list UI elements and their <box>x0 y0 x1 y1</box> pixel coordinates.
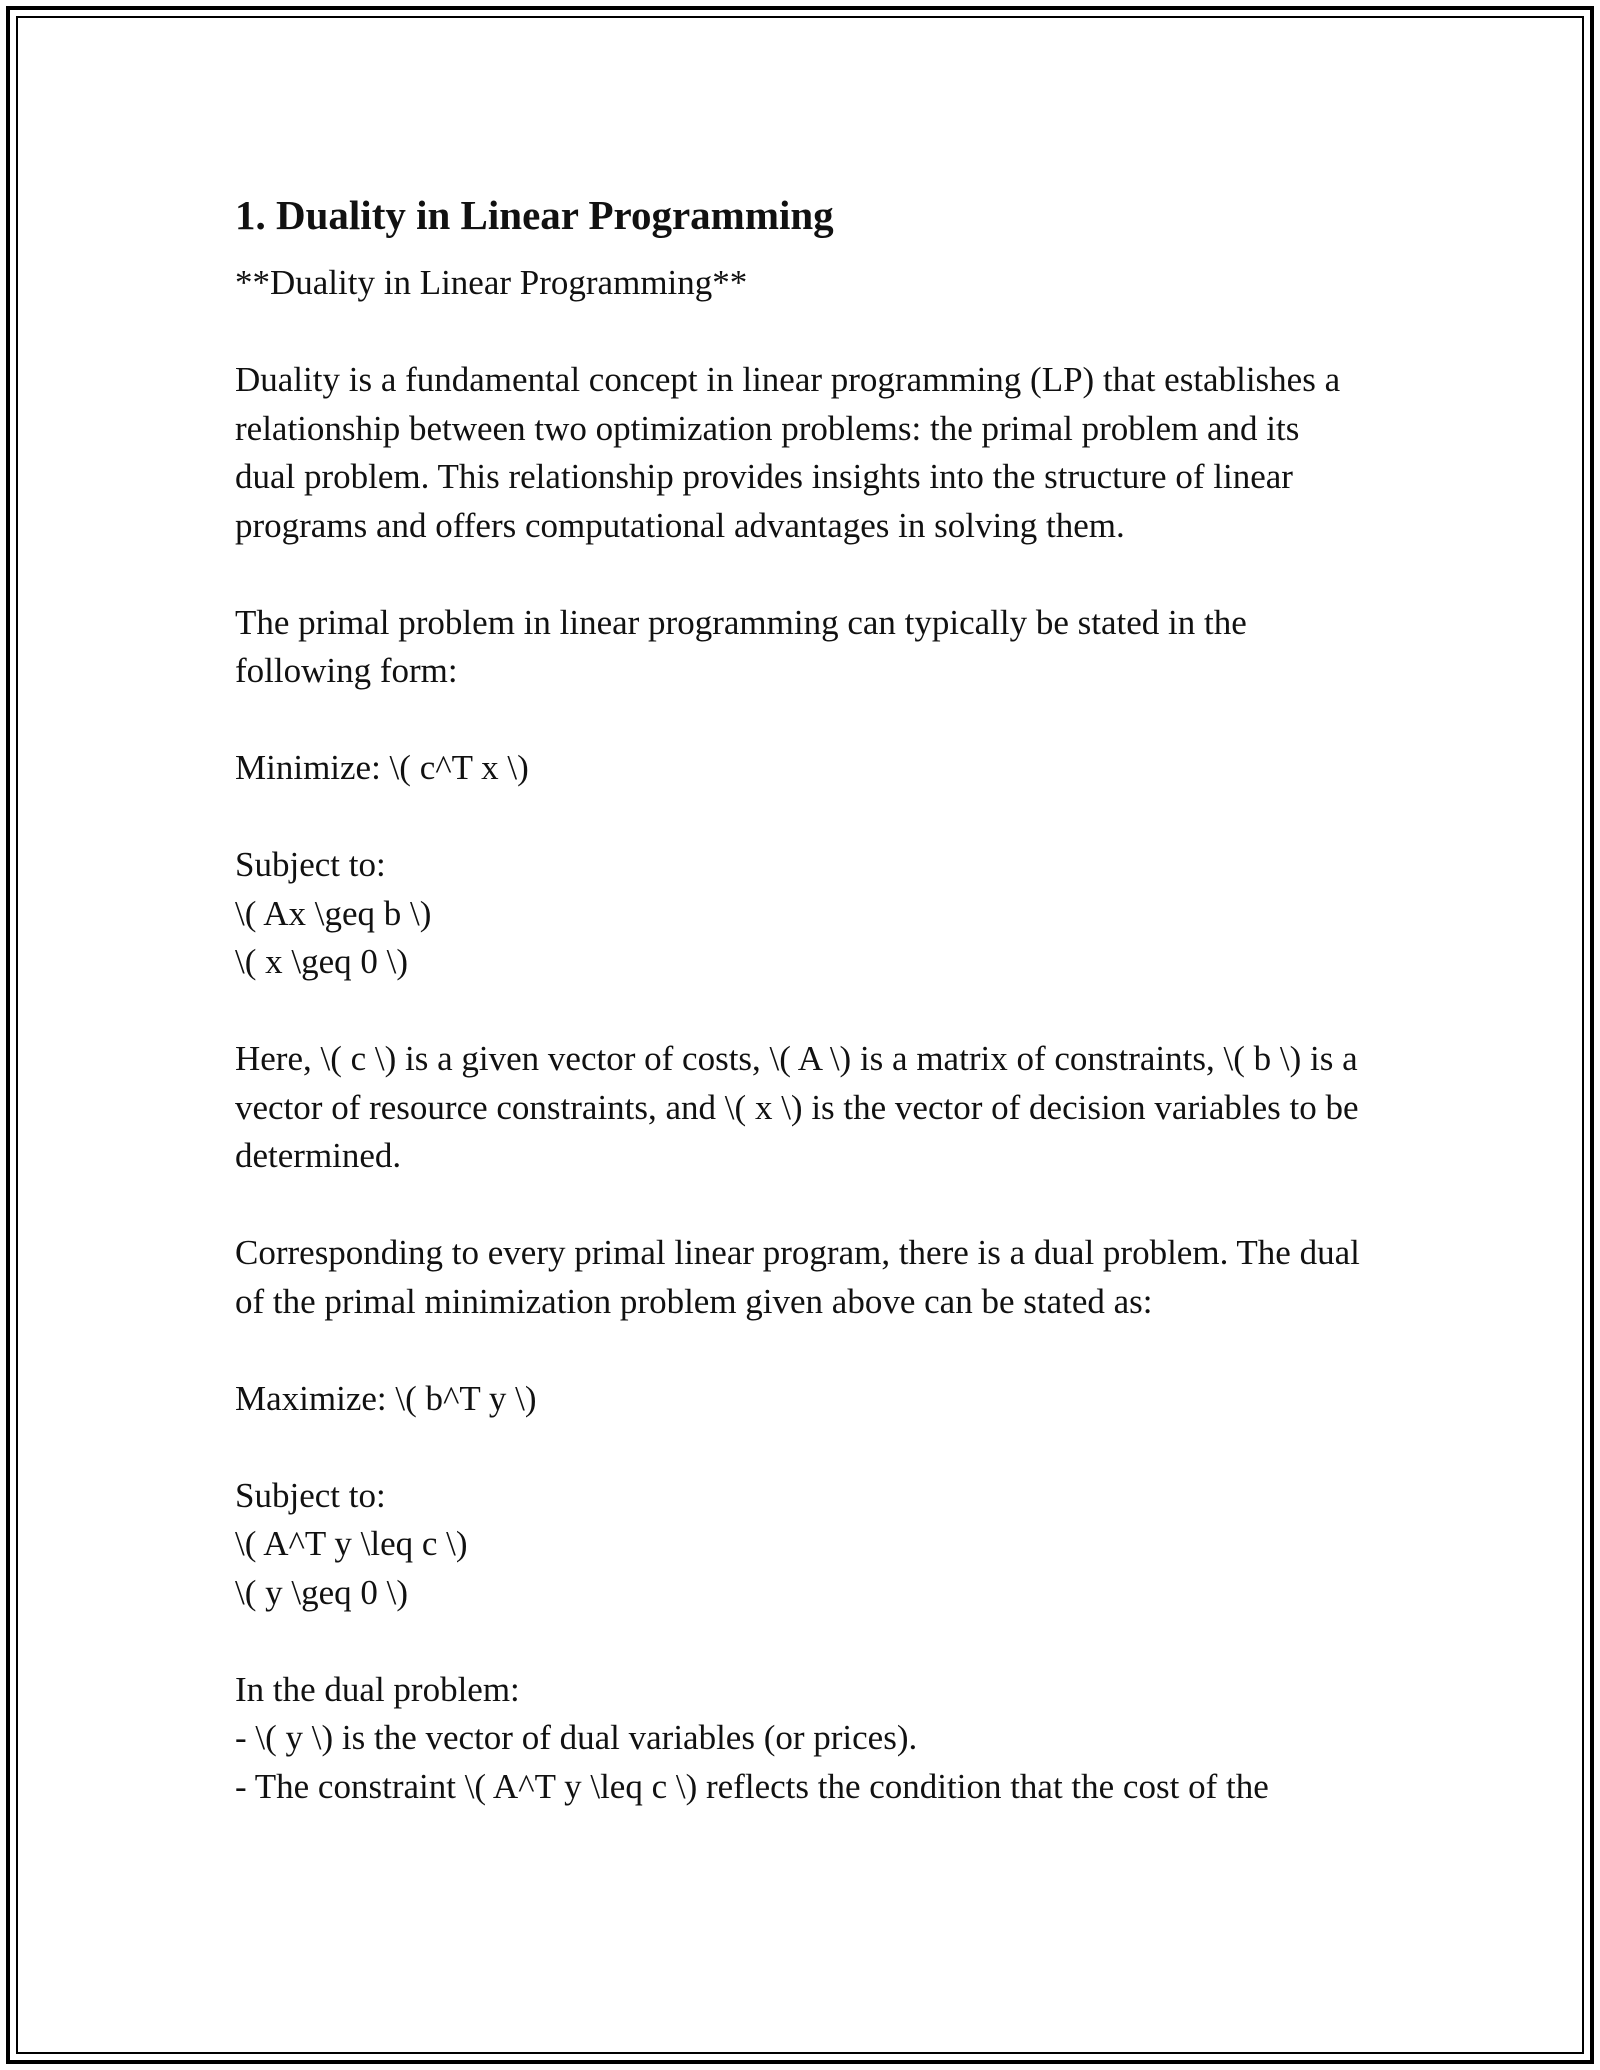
section-heading: 1. Duality in Linear Programming <box>235 192 834 238</box>
bold-subtitle: **Duality in Linear Programming** <box>235 263 748 302</box>
dual-constraints: Subject to: \( A^T y \leq c \) \( y \geq 0 \) <box>235 1475 468 1612</box>
primal-objective: Minimize: \( c^T x \) <box>235 748 529 787</box>
intro-paragraph: Duality is a fundamental concept in linear programming (LP) that establishes a relationship between two optimization problems: the primal problem and its dual problem. This relationship provides insights into the structure of linear programs and offers computational advantages in solving them. <box>235 360 1349 545</box>
primal-constraints: Subject to: \( Ax \geq b \) \( x \geq 0 \) <box>235 845 432 981</box>
primal-intro-paragraph: The primal problem in linear programming can typically be stated in the following form: <box>235 602 1256 690</box>
dual-notes: In the dual problem: - \( y \) is the vector of dual variables (or prices). - The constraint \( A^T y \leq c \) reflects the condition that the cost of the <box>235 1669 1269 1806</box>
dual-intro-paragraph: Corresponding to every primal linear program, there is a dual problem. The dual of the primal minimization problem given above can be stated as: <box>235 1233 1369 1321</box>
document-body <box>235 183 1369 1811</box>
primal-explanation-paragraph: Here, \( c \) is a given vector of costs, \( A \) is a matrix of constraints, \( b \) is a vector of resource constraints, and \( x \) is the vector of decision variables to be determined. <box>235 1039 1368 1175</box>
dual-objective: Maximize: \( b^T y \) <box>235 1378 537 1418</box>
